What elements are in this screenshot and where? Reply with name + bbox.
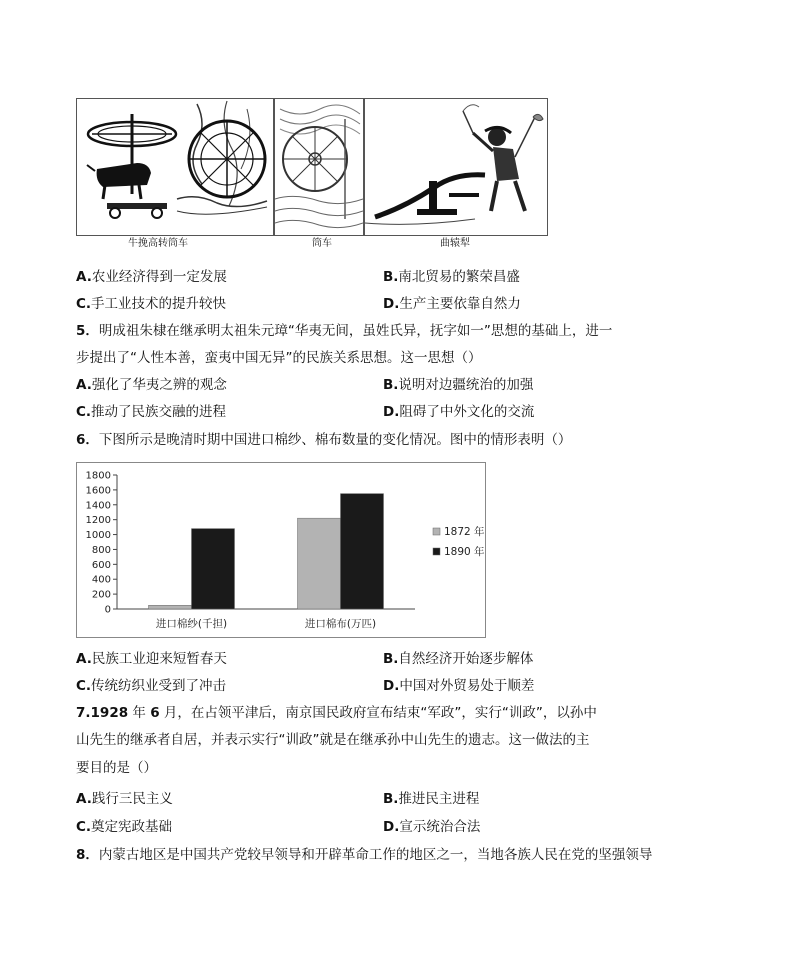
q6-stem-line1 xyxy=(76,431,571,449)
q5-stem-line2: 步提出了“人性本善，蛮夷中国无异”的民族关系思想。这一思想（） xyxy=(76,350,482,366)
option-letter: A. xyxy=(76,377,92,393)
option-text: 手工业技术的提升较快 xyxy=(91,296,227,312)
question-number: 5． xyxy=(76,323,99,339)
q5-option-d[interactable] xyxy=(383,403,534,421)
option-text: 民族工业迎来短暂春天 xyxy=(91,651,227,667)
option-letter: D. xyxy=(383,819,400,835)
option-text: 南北贸易的繁荣昌盛 xyxy=(398,269,520,285)
ox-wheel-illustration xyxy=(77,99,273,235)
option-letter: D. xyxy=(383,678,400,694)
option-text: 奠定宪政基础 xyxy=(91,819,173,835)
bar xyxy=(149,605,192,609)
option-text: 传统纺织业受到了冲击 xyxy=(91,678,227,694)
legend-swatch xyxy=(433,548,440,555)
option-text: 推动了民族交融的进程 xyxy=(91,404,227,420)
q5-stem-line1 xyxy=(76,322,612,340)
bar xyxy=(192,529,235,609)
q4-figure xyxy=(76,98,548,236)
figure-caption-water-wheel: 筒车 xyxy=(312,238,332,249)
plough-illustration xyxy=(365,99,547,235)
water-wheel-drawing xyxy=(275,99,363,235)
y-tick-label: 1800 xyxy=(85,470,111,482)
q7-stem-line3: 要目的是（） xyxy=(76,760,157,776)
y-tick-label: 1600 xyxy=(85,485,111,497)
water-wheel-illustration xyxy=(275,99,363,235)
plough-drawing xyxy=(365,99,547,235)
legend-swatch xyxy=(433,528,440,535)
q4-option-a[interactable] xyxy=(76,268,227,286)
option-letter: C. xyxy=(76,678,92,694)
q6-option-b[interactable] xyxy=(383,650,533,668)
q7-option-a[interactable] xyxy=(76,790,173,808)
q4-option-c[interactable] xyxy=(76,295,226,313)
y-tick-label: 400 xyxy=(91,574,111,586)
bar xyxy=(341,494,384,609)
y-tick-label: 1200 xyxy=(85,515,111,527)
q6-option-d[interactable] xyxy=(383,677,534,695)
q7-stem-line2: 山先生的继承者自居，并表示实行“训政”就是在继承孙中山先生的遗志。这一做法的主 xyxy=(76,732,590,748)
option-text: 中国对外贸易处于顺差 xyxy=(399,678,535,694)
option-letter: B. xyxy=(383,791,399,807)
option-letter: D. xyxy=(383,296,400,312)
option-text: 宣示统治合法 xyxy=(399,819,481,835)
q5-option-b[interactable] xyxy=(383,376,533,394)
q6-option-a[interactable] xyxy=(76,650,227,668)
option-text: 推进民主进程 xyxy=(398,791,480,807)
year-text: 1928 xyxy=(90,705,129,721)
q4-option-b[interactable] xyxy=(383,268,520,286)
question-number: 8． xyxy=(76,847,99,863)
option-text: 强化了华夷之辨的观念 xyxy=(91,377,227,393)
option-text: 阻碍了中外文化的交流 xyxy=(399,404,535,420)
option-letter: B. xyxy=(383,651,399,667)
option-letter: A. xyxy=(76,269,92,285)
bar xyxy=(298,518,341,609)
question-text: 月，在占领平津后，南京国民政府宣布结束“军政”，实行“训政”，以孙中 xyxy=(159,705,597,721)
question-text: 年 xyxy=(128,705,151,721)
y-tick-label: 0 xyxy=(104,604,111,616)
option-letter: A. xyxy=(76,651,92,667)
bar-chart-svg xyxy=(77,463,485,637)
question-text: 明成祖朱棣在继承明太祖朱元璋“华夷无间，虽姓氏异，抚字如一”思想的基础上，进一 xyxy=(98,323,613,339)
option-letter: B. xyxy=(383,377,399,393)
question-text: 内蒙古地区是中国共产党较早领导和开辟革命工作的地区之一，当地各族人民在党的坚强领导 xyxy=(98,847,653,863)
option-letter: C. xyxy=(76,404,92,420)
ox-wheel-drawing xyxy=(77,99,273,235)
option-text: 自然经济开始逐步解体 xyxy=(398,651,534,667)
figure-caption-plough: 曲辕犁 xyxy=(440,238,470,249)
option-text: 生产主要依靠自然力 xyxy=(399,296,521,312)
y-tick-label: 800 xyxy=(91,544,111,556)
month-text: 6 xyxy=(150,705,160,721)
q7-option-b[interactable] xyxy=(383,790,479,808)
legend-label: 1890 年 xyxy=(444,546,485,558)
x-category-label: 进口棉纱(千担) xyxy=(155,618,228,630)
y-tick-label: 1400 xyxy=(85,500,111,512)
option-letter: B. xyxy=(383,269,399,285)
legend-label: 1872 年 xyxy=(444,526,485,538)
q6-option-c[interactable] xyxy=(76,677,226,695)
q4-option-d[interactable] xyxy=(383,295,521,313)
y-tick-label: 1000 xyxy=(85,530,111,542)
option-letter: D. xyxy=(383,404,400,420)
q5-option-c[interactable] xyxy=(76,403,226,421)
option-letter: C. xyxy=(76,819,92,835)
question-number: 7. xyxy=(76,705,91,721)
q7-option-c[interactable] xyxy=(76,818,172,836)
x-category-label: 进口棉布(万匹) xyxy=(304,618,377,630)
question-number: 6． xyxy=(76,432,99,448)
q5-option-a[interactable] xyxy=(76,376,227,394)
q7-option-d[interactable] xyxy=(383,818,480,836)
figure-caption-ox-wheel: 牛挽高转筒车 xyxy=(128,238,188,249)
q7-stem-line1 xyxy=(76,704,597,722)
option-text: 农业经济得到一定发展 xyxy=(91,269,227,285)
import-bar-chart xyxy=(76,462,486,638)
option-letter: A. xyxy=(76,791,92,807)
y-tick-label: 200 xyxy=(91,589,111,601)
option-text: 践行三民主义 xyxy=(91,791,173,807)
q8-stem-line1 xyxy=(76,846,652,864)
y-tick-label: 600 xyxy=(91,559,111,571)
option-letter: C. xyxy=(76,296,92,312)
question-text: 下图所示是晚清时期中国进口棉纱、棉布数量的变化情况。图中的情形表明（） xyxy=(98,432,572,448)
option-text: 说明对边疆统治的加强 xyxy=(398,377,534,393)
